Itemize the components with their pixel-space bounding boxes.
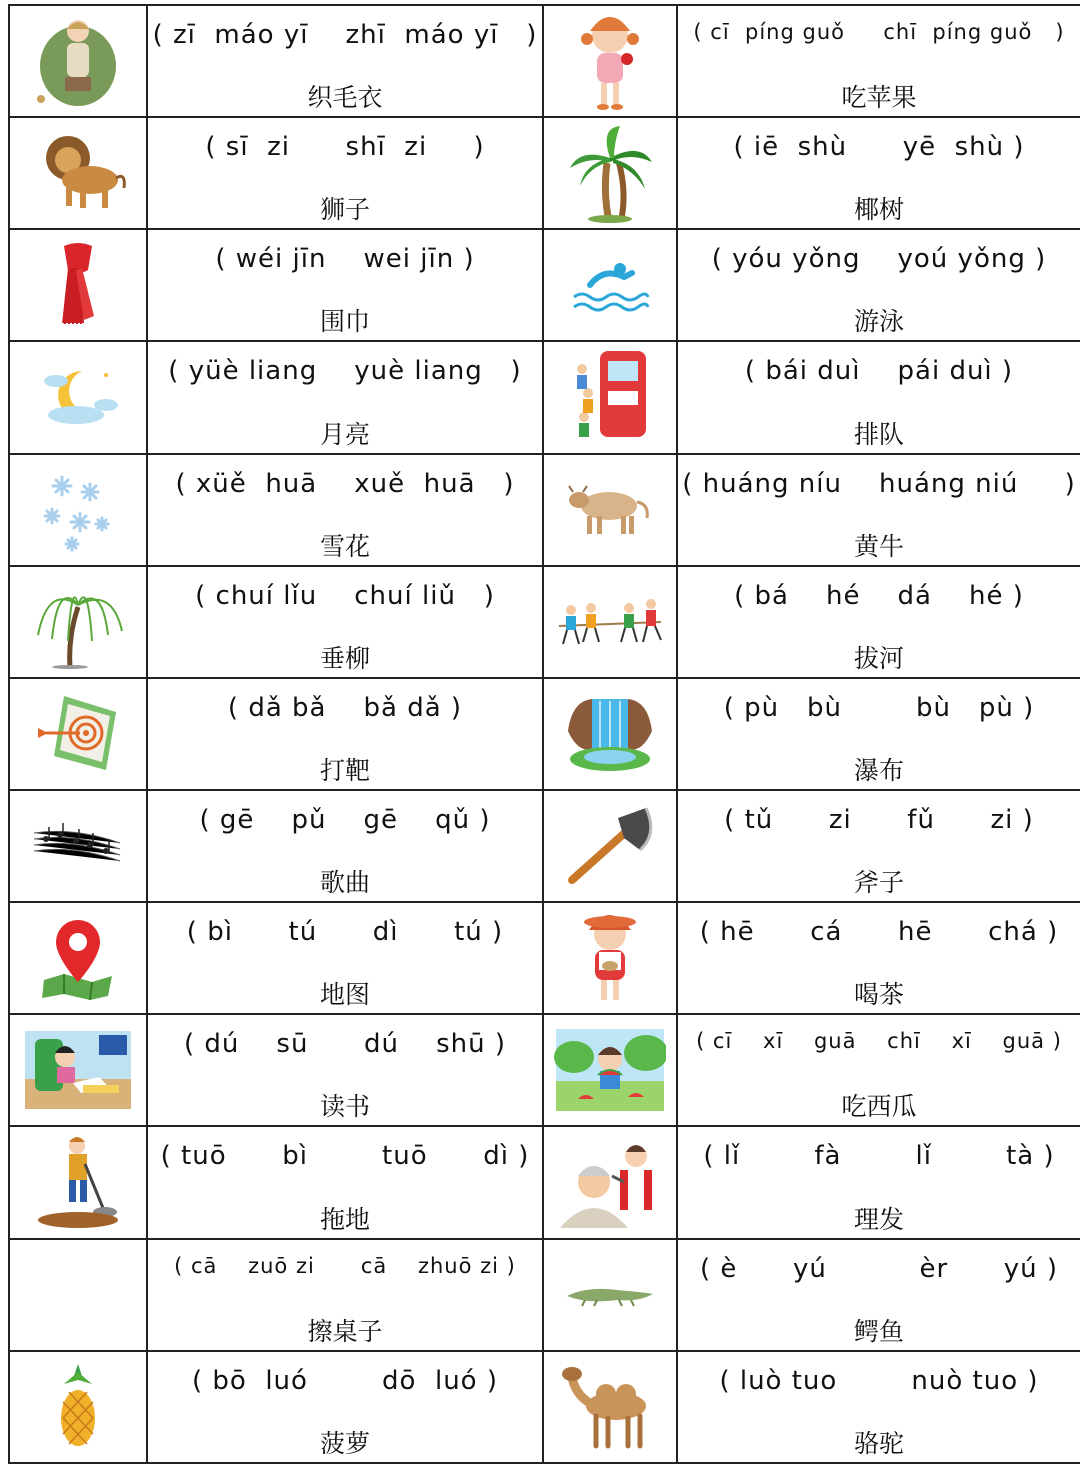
- chinese-word: 拔河: [853, 643, 904, 673]
- scarf-icon: [10, 230, 146, 340]
- table-row: [9, 1351, 1080, 1463]
- pinyin-options: ( cī xī guā chī xī guā ): [696, 1029, 1062, 1054]
- table-row: [9, 790, 1080, 902]
- pineapple-icon: [10, 1352, 146, 1462]
- music-score-icon: [10, 791, 146, 901]
- word-cell: [677, 454, 1080, 566]
- chinese-word: 椰树: [853, 195, 904, 225]
- picture-cell: [9, 678, 147, 790]
- picture-cell: [9, 117, 147, 229]
- chinese-word: 瀑布: [853, 755, 904, 785]
- chinese-word: 排队: [853, 419, 904, 449]
- chinese-word: 吃苹果: [841, 83, 917, 113]
- word-cell: [677, 229, 1080, 341]
- pinyin-options: ( yüè liang yuè liang ): [168, 356, 522, 387]
- picture-cell: [9, 1014, 147, 1126]
- axe-icon: [544, 791, 676, 901]
- pinyin-options: ( xüě huā xuě huā ): [175, 468, 515, 499]
- pinyin-options: ( tǔ zi fǔ zi ): [724, 804, 1034, 835]
- chinese-word: 月亮: [319, 419, 370, 449]
- camel-icon: [544, 1352, 676, 1462]
- chinese-word: 理发: [853, 1204, 904, 1234]
- word-cell: [677, 790, 1080, 902]
- table-row: [9, 1126, 1080, 1238]
- picture-cell: [543, 1014, 677, 1126]
- lion-icon: [10, 118, 146, 228]
- chinese-word: 喝茶: [853, 980, 904, 1010]
- chinese-word: 鳄鱼: [853, 1316, 904, 1346]
- pinyin-options: ( zī máo yī zhī máo yī ): [152, 20, 538, 50]
- word-cell: [677, 1351, 1080, 1463]
- word-cell: [147, 902, 543, 1014]
- tug-of-war-icon: [544, 567, 676, 677]
- queue-people-icon: [544, 342, 676, 452]
- girl-reading-icon: [10, 1015, 146, 1125]
- pinyin-options: ( bì tú dì tú ): [186, 917, 504, 948]
- word-cell: [147, 229, 543, 341]
- picture-cell: [543, 454, 677, 566]
- picture-cell: [543, 1351, 677, 1463]
- table-row: [9, 341, 1080, 453]
- map-pin-icon: [10, 903, 146, 1013]
- picture-cell: [543, 902, 677, 1014]
- crocodile-icon: [544, 1240, 676, 1350]
- chinese-word: 斧子: [853, 868, 904, 898]
- word-cell: [677, 1126, 1080, 1238]
- chinese-word: 地图: [319, 980, 370, 1010]
- knitting-girl-icon: [10, 6, 146, 116]
- word-cell: [147, 1351, 543, 1463]
- picture-cell: [9, 790, 147, 902]
- pinyin-options: ( bō luó dō luó ): [191, 1365, 499, 1396]
- chinese-word: 黄牛: [853, 531, 904, 561]
- pinyin-options: ( bá hé dá hé ): [734, 580, 1024, 611]
- pinyin-options: ( hē cá hē chá ): [699, 917, 1059, 948]
- word-cell: [677, 341, 1080, 453]
- picture-cell: [543, 229, 677, 341]
- haircut-icon: [544, 1127, 676, 1237]
- pinyin-options: ( dǎ bǎ bǎ dǎ ): [227, 692, 463, 723]
- pinyin-options: ( iē shù yē shù ): [733, 132, 1025, 163]
- picture-cell: [9, 1351, 147, 1463]
- wiping-table-icon: [10, 1240, 146, 1350]
- chinese-word: 擦桌子: [307, 1316, 383, 1346]
- chinese-word: 织毛衣: [307, 83, 383, 113]
- chinese-word: 歌曲: [319, 868, 370, 898]
- chinese-word: 狮子: [319, 195, 370, 225]
- picture-cell: [543, 1239, 677, 1351]
- pinyin-options: ( sī zi shī zi ): [205, 132, 485, 163]
- ox-icon: [544, 455, 676, 565]
- chinese-word: 游泳: [853, 307, 904, 337]
- pinyin-options: ( yóu yǒng yoú yǒng ): [711, 244, 1047, 275]
- picture-cell: [9, 341, 147, 453]
- pinyin-options: ( dú sū dú shū ): [183, 1029, 506, 1060]
- pinyin-table: [8, 4, 1080, 1464]
- table-row: [9, 229, 1080, 341]
- table-row: [9, 117, 1080, 229]
- table-row: [9, 902, 1080, 1014]
- picture-cell: [9, 1126, 147, 1238]
- chinese-word: 读书: [319, 1092, 370, 1122]
- table-row: [9, 454, 1080, 566]
- picture-cell: [543, 117, 677, 229]
- snowflakes-icon: [10, 455, 146, 565]
- word-cell: [147, 1014, 543, 1126]
- pinyin-options: ( bái duì pái duì ): [744, 356, 1014, 387]
- word-cell: [677, 902, 1080, 1014]
- pinyin-options: ( luò tuo nuò tuo ): [719, 1365, 1039, 1396]
- pinyin-options: ( cī píng guǒ chī píng guǒ ): [693, 20, 1065, 44]
- picture-cell: [9, 566, 147, 678]
- picture-cell: [9, 1239, 147, 1351]
- word-cell: [147, 1239, 543, 1351]
- picture-cell: [9, 5, 147, 117]
- worksheet: [8, 4, 1076, 1464]
- picture-cell: [543, 790, 677, 902]
- willow-tree-icon: [10, 567, 146, 677]
- table-row: [9, 566, 1080, 678]
- pinyin-options: ( gē pǔ gē qǔ ): [199, 804, 491, 835]
- word-cell: [677, 678, 1080, 790]
- girl-with-tea-icon: [544, 903, 676, 1013]
- pinyin-options: ( cā zuō zi cā zhuō zi ): [174, 1253, 516, 1278]
- table-row: [9, 1014, 1080, 1126]
- word-cell: [677, 1014, 1080, 1126]
- chinese-word: 围巾: [319, 307, 370, 337]
- word-cell: [677, 1239, 1080, 1351]
- word-cell: [147, 566, 543, 678]
- chinese-word: 拖地: [319, 1204, 370, 1234]
- pinyin-options: ( lǐ fà lǐ tà ): [703, 1141, 1055, 1172]
- picture-cell: [543, 5, 677, 117]
- chinese-word: 骆驼: [853, 1429, 904, 1458]
- word-cell: [147, 1126, 543, 1238]
- pinyin-options: ( è yú èr yú ): [699, 1253, 1059, 1284]
- moon-icon: [10, 342, 146, 452]
- table-row: [9, 5, 1080, 117]
- pinyin-options: ( tuō bì tuō dì ): [160, 1141, 530, 1172]
- boy-eating-watermelon-icon: [544, 1015, 676, 1125]
- chinese-word: 打靶: [319, 755, 370, 785]
- chinese-word: 菠萝: [319, 1429, 370, 1458]
- word-cell: [147, 5, 543, 117]
- pinyin-options: ( wéi jīn wei jīn ): [215, 244, 475, 275]
- picture-cell: [543, 341, 677, 453]
- word-cell: [147, 117, 543, 229]
- picture-cell: [543, 566, 677, 678]
- chinese-word: 雪花: [319, 531, 370, 561]
- table-row: [9, 678, 1080, 790]
- word-cell: [677, 566, 1080, 678]
- girl-eating-apple-icon: [544, 6, 676, 116]
- dartboard-icon: [10, 679, 146, 789]
- picture-cell: [9, 229, 147, 341]
- swimmer-icon: [544, 230, 676, 340]
- mopping-icon: [10, 1127, 146, 1237]
- pinyin-options: ( chuí lǐu chuí liǔ ): [195, 580, 495, 611]
- word-cell: [677, 117, 1080, 229]
- picture-cell: [9, 902, 147, 1014]
- picture-cell: [9, 454, 147, 566]
- picture-cell: [543, 1126, 677, 1238]
- pinyin-options: ( huáng níu huáng niú ): [682, 468, 1076, 499]
- word-cell: [147, 790, 543, 902]
- palm-tree-icon: [544, 118, 676, 228]
- word-cell: [147, 678, 543, 790]
- picture-cell: [543, 678, 677, 790]
- word-cell: [677, 5, 1080, 117]
- table-row: [9, 1239, 1080, 1351]
- word-cell: [147, 454, 543, 566]
- chinese-word: 垂柳: [319, 643, 370, 673]
- waterfall-icon: [544, 679, 676, 789]
- word-cell: [147, 341, 543, 453]
- chinese-word: 吃西瓜: [841, 1092, 917, 1122]
- pinyin-options: ( pù bù bù pù ): [723, 692, 1035, 723]
